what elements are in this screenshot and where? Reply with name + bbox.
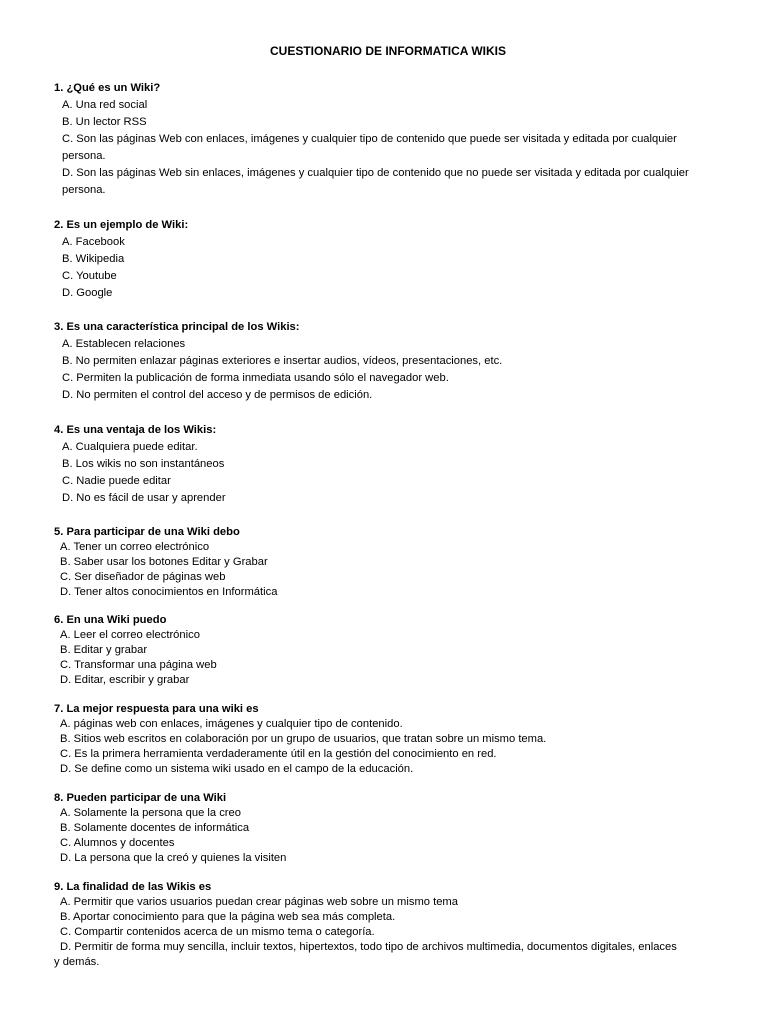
option-b: B. Wikipedia	[62, 253, 125, 265]
option-c: C. Ser diseñador de páginas web	[60, 571, 226, 583]
question-text: 4. Es una ventaja de los Wikis:	[54, 424, 217, 436]
question-4	[54, 422, 734, 507]
option-d: D. No es fácil de usar y aprender	[62, 492, 226, 504]
option-a: A. Establecen relaciones	[62, 338, 186, 350]
question-text: 3. Es una característica principal de los Wikis:	[54, 321, 300, 333]
option-a: A. Permitir que varios usuarios puedan crear páginas web sobre un mismo tema	[60, 896, 458, 908]
option-c: C. Son las páginas Web con enlaces, imágenes y cualquier tipo de contenido que puede ser visitada y editada por cualquier	[62, 133, 677, 145]
question-9	[54, 880, 734, 970]
option-b: B. Un lector RSS	[62, 116, 147, 128]
option-b: B. Saber usar los botones Editar y Grabar	[60, 556, 268, 568]
question-text: 9. La finalidad de las Wikis es	[54, 881, 212, 893]
option-c: C. Youtube	[62, 270, 117, 282]
option-c-continued: persona.	[62, 150, 106, 162]
question-text: 6. En una Wiki puedo	[54, 614, 167, 626]
question-7	[54, 702, 734, 777]
option-a: A. Solamente la persona que la creo	[60, 807, 241, 819]
option-b: B. Los wikis no son instantáneos	[62, 458, 225, 470]
option-b: B. Aportar conocimiento para que la página web sea más completa.	[60, 911, 396, 923]
question-6	[54, 613, 734, 688]
option-a: A. Tener un correo electrónico	[60, 541, 210, 553]
page-title: CUESTIONARIO DE INFORMATICA WIKIS	[270, 44, 506, 58]
option-c: C. Es la primera herramienta verdaderamente útil en la gestión del conocimiento en red.	[60, 748, 497, 760]
question-text: 7. La mejor respuesta para una wiki es	[54, 703, 259, 715]
option-c: C. Transformar una página web	[60, 659, 217, 671]
question-text: 8. Pueden participar de una Wiki	[54, 792, 227, 804]
option-d: D. No permiten el control del acceso y de permisos de edición.	[62, 389, 373, 401]
option-a: A. Cualquiera puede editar.	[62, 441, 198, 453]
question-5	[54, 525, 734, 600]
option-d: D. Tener altos conocimientos en Informática	[60, 586, 278, 598]
option-a: A. Facebook	[62, 236, 125, 248]
option-c: C. Permiten la publicación de forma inmediata usando sólo el navegador web.	[62, 372, 449, 384]
option-d-continued: y demás.	[54, 956, 100, 968]
question-3	[54, 319, 734, 404]
option-a: A. Una red social	[62, 99, 148, 111]
question-text: 2. Es un ejemplo de Wiki:	[54, 219, 189, 231]
option-c: C. Compartir contenidos acerca de un mismo tema o categoría.	[60, 926, 375, 938]
question-text: 1. ¿Qué es un Wiki?	[54, 82, 161, 94]
question-8	[54, 791, 734, 866]
option-b: B. Sitios web escritos en colaboración por un grupo de usuarios, que tratan sobre un mismo tema.	[60, 733, 547, 745]
option-a: A. páginas web con enlaces, imágenes y cualquier tipo de contenido.	[60, 718, 403, 730]
option-c: C. Nadie puede editar	[62, 475, 171, 487]
option-b: B. Editar y grabar	[60, 644, 148, 656]
option-d: D. Google	[62, 287, 113, 299]
option-a: A. Leer el correo electrónico	[60, 629, 200, 641]
option-d: D. La persona que la creó y quienes la visiten	[60, 852, 287, 864]
option-d: D. Son las páginas Web sin enlaces, imágenes y cualquier tipo de contenido que no puede ser visitada y editada por cualquier	[62, 167, 689, 179]
option-d: D. Permitir de forma muy sencilla, incluir textos, hipertextos, todo tipo de archivos multimedia, documentos digitales, enlaces	[60, 941, 677, 953]
option-d-continued: persona.	[62, 184, 106, 196]
option-d: D. Se define como un sistema wiki usado en el campo de la educación.	[60, 763, 414, 775]
question-text: 5. Para participar de una Wiki debo	[54, 526, 240, 538]
option-c: C. Alumnos y docentes	[60, 837, 175, 849]
option-b: B. No permiten enlazar páginas exteriores e insertar audios, vídeos, presentaciones, etc.	[62, 355, 503, 367]
question-1	[54, 80, 734, 199]
option-d: D. Editar, escribir y grabar	[60, 674, 190, 686]
question-2	[54, 217, 734, 302]
option-b: B. Solamente docentes de informática	[60, 822, 250, 834]
